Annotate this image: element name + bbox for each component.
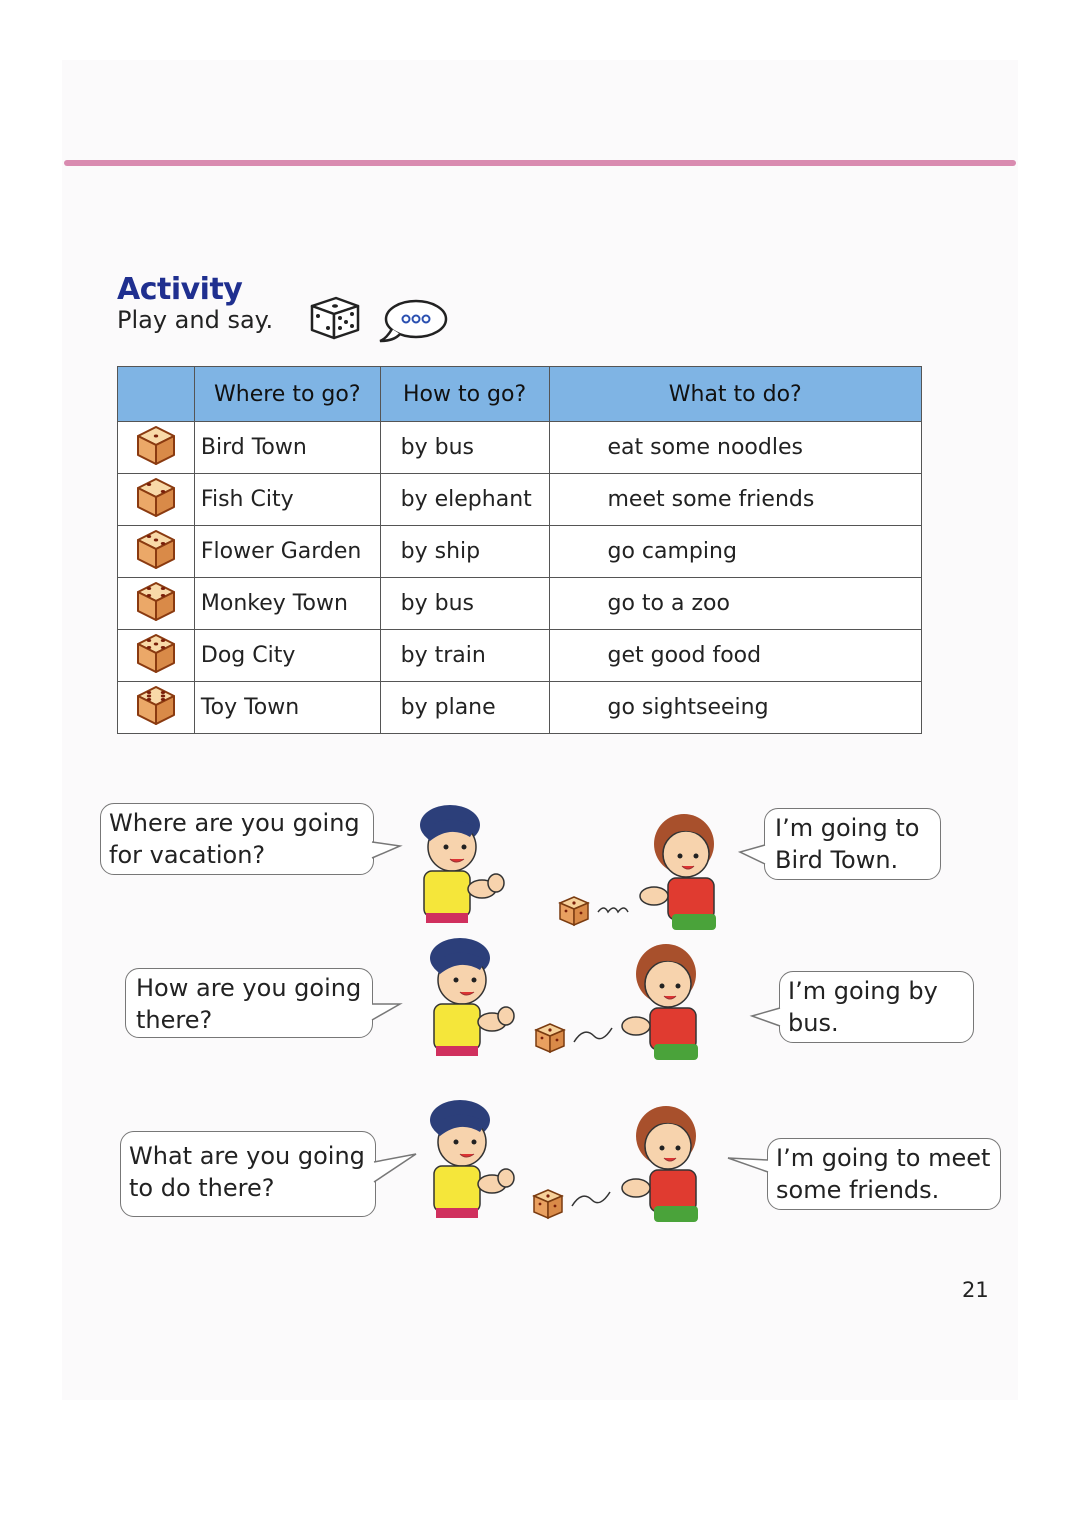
where-cell: Toy Town	[194, 682, 380, 734]
how-cell: by bus	[380, 422, 549, 474]
dice-cell	[118, 526, 195, 578]
question-bubble-3	[120, 1131, 376, 1217]
question-line: to do there?	[129, 1174, 275, 1202]
question-bubble-2	[125, 968, 373, 1038]
how-cell: by plane	[380, 682, 549, 734]
what-cell: go to a zoo	[549, 578, 922, 630]
header-rule	[64, 160, 1016, 166]
activity-subtitle: Play and say.	[117, 306, 274, 334]
table-row	[118, 474, 922, 526]
what-cell: get good food	[549, 630, 922, 682]
answer-bubble-3	[767, 1138, 1001, 1210]
answer-line: I’m going by	[788, 977, 938, 1005]
question-line: for vacation?	[109, 841, 266, 869]
how-cell: by ship	[380, 526, 549, 578]
table-header-row	[118, 367, 922, 422]
dice-cell	[118, 578, 195, 630]
dice-icon	[134, 475, 178, 519]
table-row	[118, 630, 922, 682]
page-number: 21	[962, 1278, 989, 1302]
answer-line: I’m going to meet	[776, 1144, 991, 1172]
where-cell: Bird Town	[194, 422, 380, 474]
how-cell: by bus	[380, 578, 549, 630]
table-row	[118, 578, 922, 630]
what-cell: meet some friends	[549, 474, 922, 526]
column-header-where: Where to go?	[194, 367, 380, 422]
answer-line: bus.	[788, 1009, 839, 1037]
dice-icon	[134, 527, 178, 571]
activity-title: Activity	[117, 272, 243, 307]
dice-cell	[118, 630, 195, 682]
column-header-how: How to go?	[380, 367, 549, 422]
answer-line: I’m going to	[775, 814, 920, 842]
answer-line: some friends.	[776, 1176, 940, 1204]
dice-icon	[134, 579, 178, 623]
where-cell: Dog City	[194, 630, 380, 682]
table-row	[118, 526, 922, 578]
question-line: How are you going	[136, 974, 362, 1002]
dice-icon	[134, 423, 178, 467]
dice-icon	[306, 294, 362, 342]
question-line: there?	[136, 1006, 213, 1034]
activity-table	[117, 366, 922, 734]
question-bubble-1	[100, 803, 374, 875]
column-header-what: What to do?	[549, 367, 922, 422]
how-cell: by elephant	[380, 474, 549, 526]
answer-bubble-2	[779, 971, 974, 1043]
where-cell: Flower Garden	[194, 526, 380, 578]
dice-cell	[118, 474, 195, 526]
answer-line: Bird Town.	[775, 846, 899, 874]
where-cell: Monkey Town	[194, 578, 380, 630]
question-line: What are you going	[129, 1142, 365, 1170]
answer-bubble-1	[764, 808, 941, 880]
what-cell: eat some noodles	[549, 422, 922, 474]
what-cell: go sightseeing	[549, 682, 922, 734]
table-row	[118, 422, 922, 474]
dice-icon	[134, 683, 178, 727]
dice-cell	[118, 422, 195, 474]
where-cell: Fish City	[194, 474, 380, 526]
what-cell: go camping	[549, 526, 922, 578]
table-row	[118, 682, 922, 734]
dice-cell	[118, 682, 195, 734]
speech-bubble-icon	[378, 297, 450, 345]
column-header-dice	[118, 367, 195, 422]
question-line: Where are you going	[109, 809, 360, 837]
how-cell: by train	[380, 630, 549, 682]
dice-icon	[134, 631, 178, 675]
